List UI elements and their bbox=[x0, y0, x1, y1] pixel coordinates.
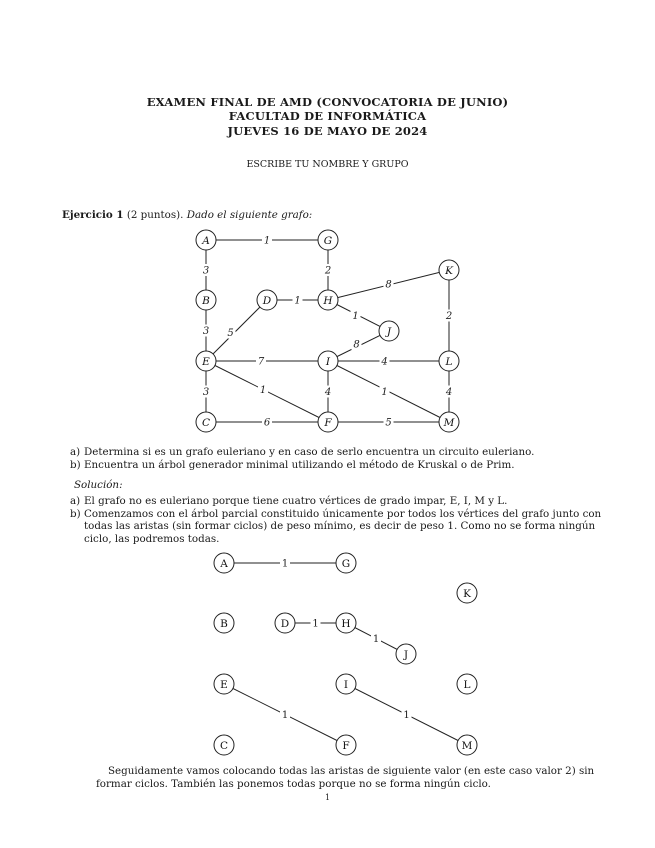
node-label-B: B bbox=[202, 294, 210, 307]
edge-weight-G-H: 2 bbox=[324, 265, 332, 277]
edge-weight-E-I: 7 bbox=[257, 356, 265, 368]
graph-1 bbox=[196, 230, 459, 432]
question-a: a) Determina si es un grafo euleriano y en caso de serlo encuentra un circuito euleriano. bbox=[70, 446, 535, 458]
node-label-D: D bbox=[280, 617, 290, 630]
edge-weight-I-M: 1 bbox=[403, 710, 410, 721]
edge-weight-F-M: 5 bbox=[385, 417, 392, 429]
edge-weight-H-K: 8 bbox=[385, 279, 392, 291]
node-label-C: C bbox=[201, 416, 211, 429]
edge-weight-E-F: 1 bbox=[259, 385, 267, 396]
name-instruction: ESCRIBE TU NOMBRE Y GRUPO bbox=[246, 159, 409, 170]
edge-weight-K-L: 2 bbox=[445, 311, 453, 322]
exercise-points: (2 puntos). bbox=[126, 209, 184, 221]
node-label-K: K bbox=[445, 264, 453, 277]
edge-weight-H-J: 1 bbox=[372, 634, 380, 645]
solution-label: Solución: bbox=[74, 479, 123, 491]
edge-weight-H-J: 1 bbox=[352, 311, 359, 322]
edge-weight-A-G: 1 bbox=[263, 235, 271, 247]
edge-weight-A-B: 3 bbox=[202, 265, 210, 277]
exam-title: EXAMEN FINAL DE AMD (CONVOCATORIA DE JUNIO) bbox=[146, 95, 509, 109]
node-label-E: E bbox=[202, 355, 210, 368]
node-label-A: A bbox=[202, 234, 210, 247]
exam-date: JUEVES 16 DE MAYO DE 2024 bbox=[227, 124, 428, 138]
node-label-G: G bbox=[323, 234, 333, 247]
node-label-G: G bbox=[341, 557, 351, 570]
node-label-L: L bbox=[445, 355, 453, 368]
node-label-E: E bbox=[220, 678, 228, 691]
solution-paragraph: Seguidamente vamos colocando todas las aristas de siguiente valor (en este caso valor 2) sin formar ciclos. También las ponemos todas porque no se forma ningún ciclo. bbox=[96, 765, 595, 790]
edge-weight-D-E: 5 bbox=[227, 328, 234, 339]
edge-weight-I-L: 4 bbox=[381, 356, 388, 368]
edge-weight-L-M: 4 bbox=[445, 387, 453, 398]
node-label-I: I bbox=[325, 355, 331, 368]
node-label-J: J bbox=[386, 325, 392, 338]
faculty-title: FACULTAD DE INFORMÁTICA bbox=[228, 109, 427, 123]
node-label-I: I bbox=[343, 678, 349, 691]
edge-weight-I-M: 1 bbox=[381, 387, 388, 398]
question-b: b) Encuentra un árbol generador minimal utilizando el método de Kruskal o de Prim. bbox=[70, 458, 515, 471]
edge-weight-E-C: 3 bbox=[202, 387, 210, 398]
solution-b: b) Comenzamos con el árbol parcial constituido únicamente por todos los vértices del grafo junto con todas las aristas (sin formar ciclos) de peso mínimo, es decir de peso 1. Como no se forma ningún ciclo, las podremos todas. bbox=[70, 507, 602, 545]
solution-a: a) El grafo no es euleriano porque tiene cuatro vértices de grado impar, E, I, M y L. bbox=[70, 495, 508, 507]
exercise-prompt: Dado el siguiente grafo: bbox=[186, 209, 313, 221]
node-label-F: F bbox=[324, 416, 332, 429]
node-label-D: D bbox=[262, 294, 272, 307]
node-label-M: M bbox=[443, 416, 455, 429]
node-label-M: M bbox=[461, 739, 473, 752]
node-label-L: L bbox=[463, 678, 471, 691]
spanning-tree-graph bbox=[214, 553, 477, 755]
node-label-J: J bbox=[403, 648, 409, 661]
edge-weight-I-J: 8 bbox=[353, 339, 360, 351]
questions-list bbox=[62, 446, 602, 471]
node-label-H: H bbox=[323, 294, 333, 307]
solution-list bbox=[62, 495, 604, 545]
edge-weight-C-F: 6 bbox=[263, 417, 271, 429]
edge-weight-B-E: 3 bbox=[202, 326, 210, 337]
edge-D-E bbox=[206, 300, 267, 361]
edge-weight-E-F: 1 bbox=[281, 710, 289, 721]
edge-weight-I-F: 4 bbox=[324, 387, 332, 398]
page-number: 1 bbox=[324, 793, 331, 802]
exercise-title: Ejercicio 1 bbox=[62, 209, 124, 221]
node-label-B: B bbox=[220, 617, 228, 630]
node-label-A: A bbox=[220, 557, 228, 570]
edge-weight-D-H: 1 bbox=[312, 618, 319, 630]
node-label-K: K bbox=[463, 587, 471, 600]
node-label-C: C bbox=[219, 739, 229, 752]
edge-weight-D-H: 1 bbox=[294, 295, 301, 307]
node-label-F: F bbox=[342, 739, 350, 752]
edge-weight-A-G: 1 bbox=[281, 558, 289, 570]
node-label-H: H bbox=[341, 617, 351, 630]
